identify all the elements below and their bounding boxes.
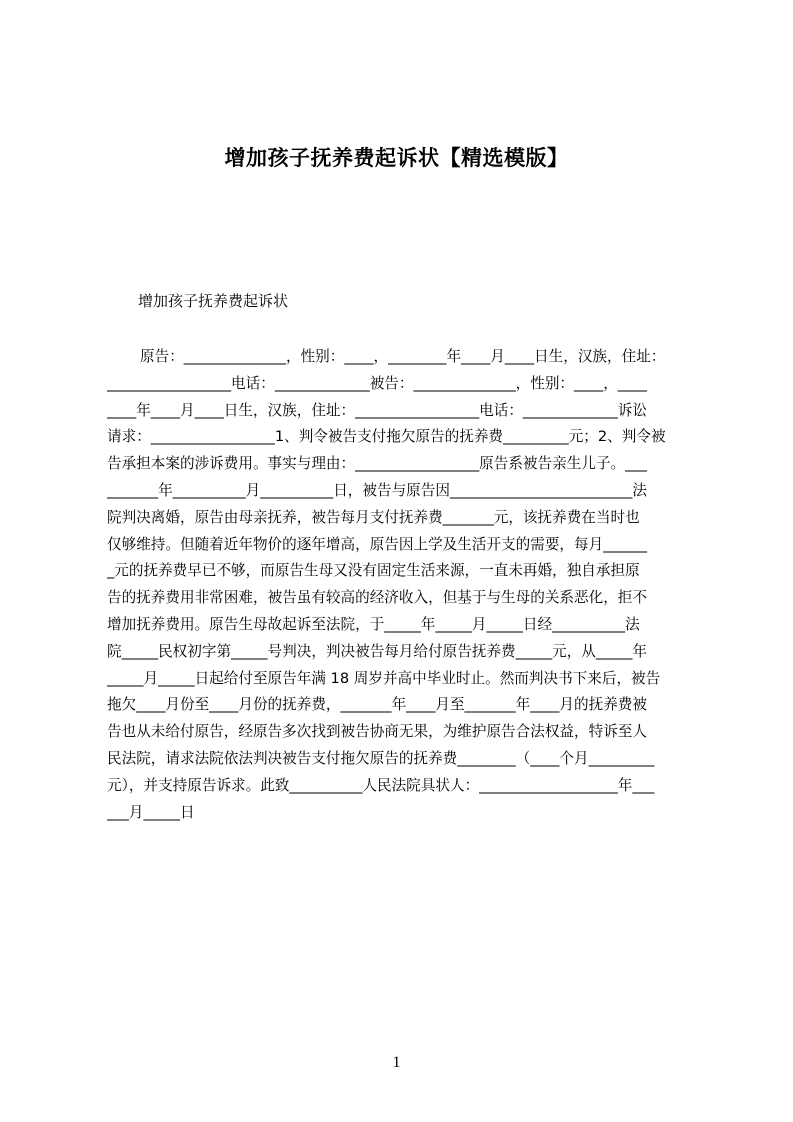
body-line: 拖欠____月份至____月份的抚养费，_______年____月至_______年____月的抚养费被 [107, 696, 647, 714]
body-line: 增加抚养费用。原告生母故起诉至法院，于_____年_____月_____日经__________法 [107, 615, 640, 633]
page-number: 1 [392, 1054, 401, 1071]
body-line: _元的抚养费早已不够，而原告生母又没有固定生活来源，一直未再婚，独自承担原 [107, 562, 640, 580]
body-line: 原告：______________，性别：____，________年____月____日生，汉族，住址： [140, 348, 666, 365]
body-line: ___月_____日 [107, 803, 195, 821]
body-line: 告承担本案的涉诉费用。事实与理由：_________________原告系被告亲生儿子。___ [107, 455, 647, 473]
body-line: _________________电话：_____________被告：______________，性别：____，____ [107, 374, 647, 392]
body-line: 民法院，请求法院依法判决被告支付拖欠原告的抚养费________（____个月_________ [107, 749, 655, 767]
body-line: 告的抚养费用非常困难，被告虽有较高的经济收入，但基于与生母的关系恶化，拒不 [107, 589, 647, 607]
body-line: 院判决离婚，原告由母亲抚养，被告每月支付抚养费_______元，该抚养费在当时也 [107, 508, 640, 526]
body-line: 元），并支持原告诉求。此致__________人民法院具状人：___________________年___ [107, 776, 655, 794]
body-line: _____月_____日起给付至原告年满 18 周岁并高中毕业时止。然而判决书下来后，被告 [107, 669, 661, 687]
document-subtitle: 增加孩子抚养费起诉状 [138, 292, 289, 310]
body-line: 仅够维持。但随着近年物价的逐年增高，原告因上学及生活开支的需要，每月______ [107, 535, 647, 553]
body-line: ____年____月____日生，汉族，住址：_________________电话：_____________诉讼 [107, 401, 647, 419]
body-line: 院_____民权初字第_____号判决，判决被告每月给付原告抚养费_____元，从_____年 [107, 642, 647, 660]
body-line: 请求：_________________1、判令被告支付拖欠原告的抚养费_________元；2、判令被 [107, 428, 666, 446]
body-line: 告也从未给付原告，经原告多次找到被告协商无果，为维护原告合法权益，特诉至人 [107, 723, 647, 741]
document-title: 增加孩子抚养费起诉状【精选模版】 [224, 146, 569, 170]
document-body [107, 344, 698, 826]
body-line: _______年__________月__________日，被告与原告因_________________________法 [107, 481, 647, 499]
